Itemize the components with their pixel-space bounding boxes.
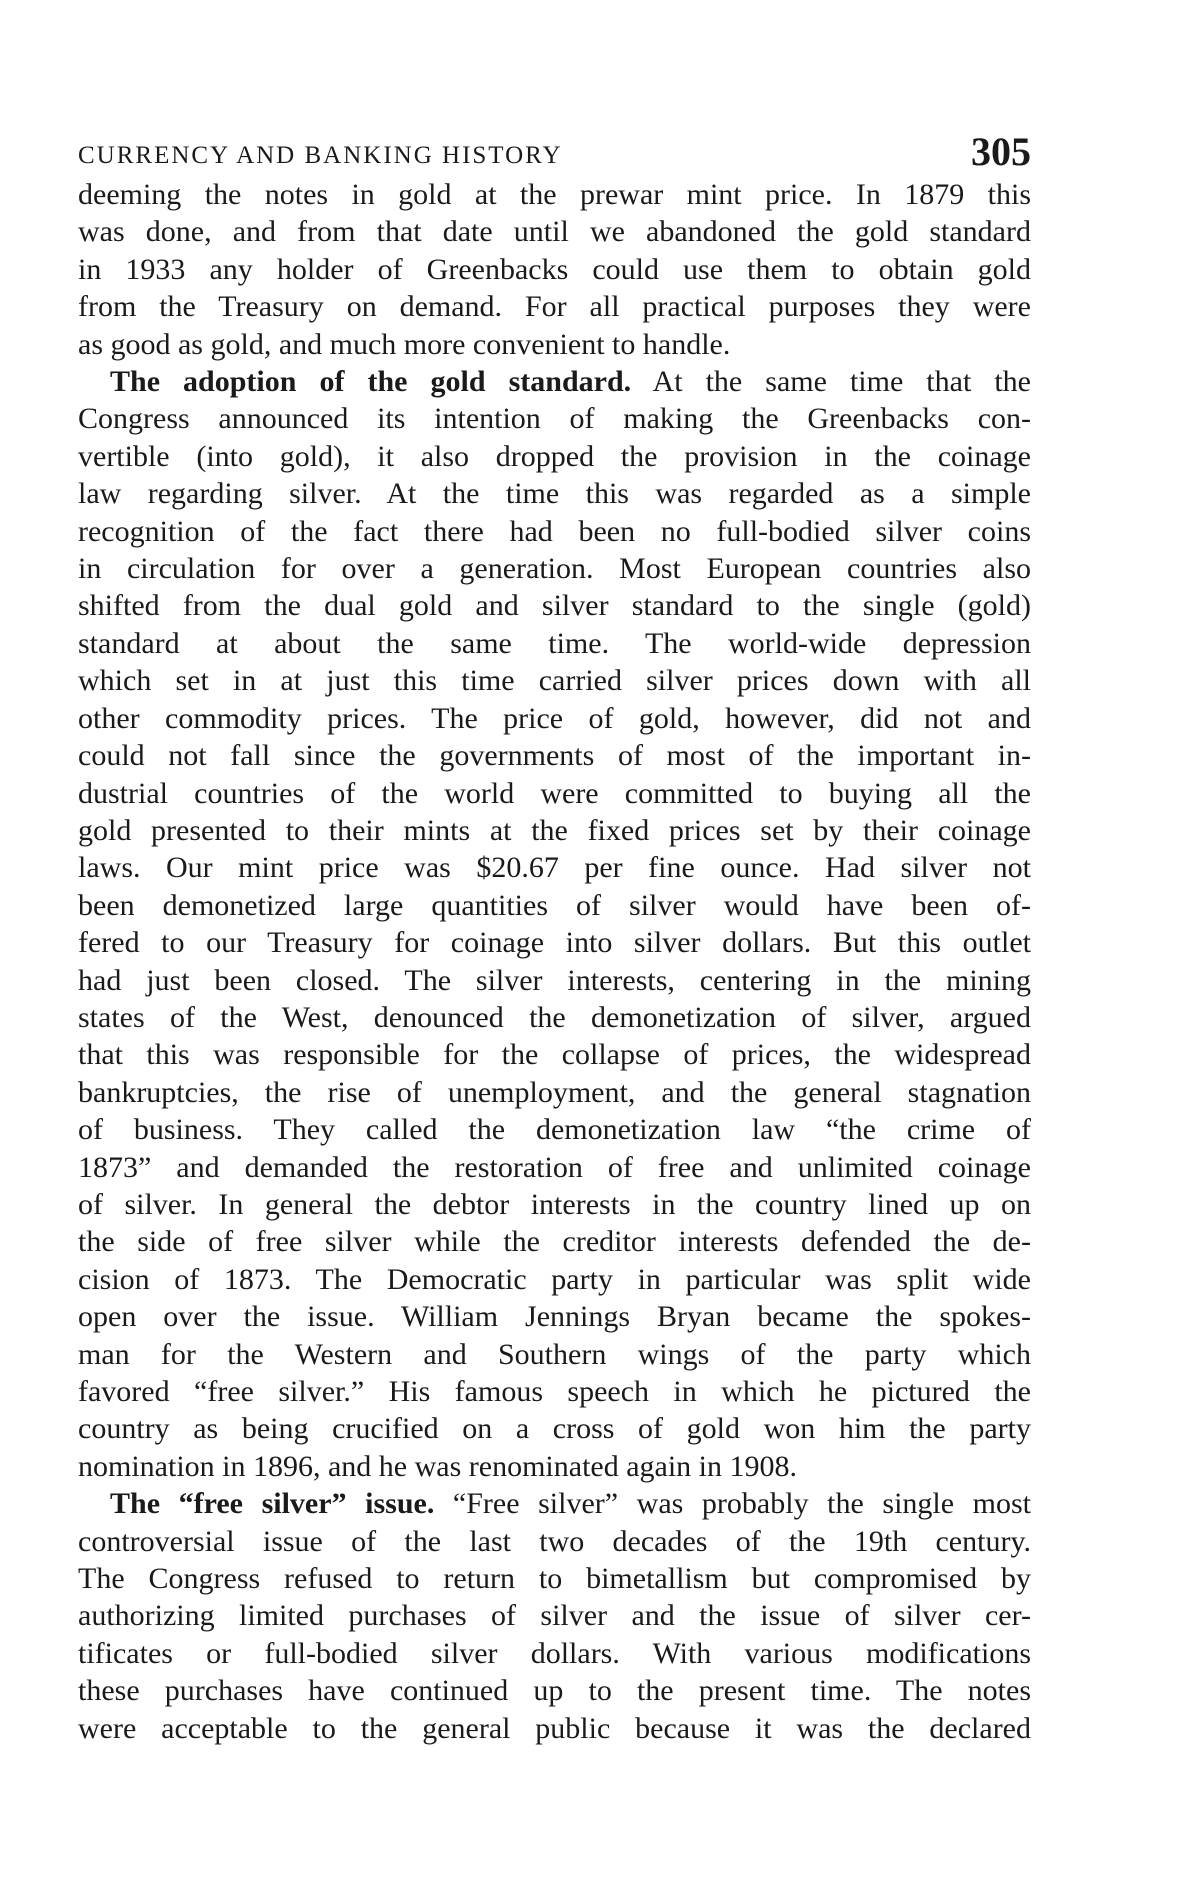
text-line: had just been closed. The silver interests, centering in the mining bbox=[78, 963, 1031, 997]
text-line: country as being crucified on a cross of gold won him the party bbox=[78, 1412, 1031, 1446]
text-line: other commodity prices. The price of gold, however, did not and bbox=[78, 701, 1031, 735]
text-line: open over the issue. William Jennings Bryan became the spokes- bbox=[78, 1300, 1031, 1334]
text-line: 1873” and demanded the restoration of free and unlimited coinage bbox=[78, 1150, 1031, 1184]
text-line: vertible (into gold), it also dropped the provision in the coinage bbox=[78, 439, 1031, 473]
text-run: “Free silver” was probably the single most bbox=[452, 1487, 1031, 1521]
text-line: of silver. In general the debtor interests in the country lined up on bbox=[78, 1187, 1031, 1221]
text-line: deeming the notes in gold at the prewar mint price. In 1879 this bbox=[78, 178, 1031, 211]
paragraph-2 bbox=[78, 363, 1031, 1485]
text-line: as good as gold, and much more convenient to handle. bbox=[78, 327, 731, 361]
text-line: which set in at just this time carried silver prices down with all bbox=[78, 664, 1031, 698]
text-line: in 1933 any holder of Greenbacks could use them to obtain gold bbox=[78, 252, 1031, 286]
text-line: nomination in 1896, and he was renominated again in 1908. bbox=[78, 1449, 798, 1483]
section-heading: The “free silver” issue. bbox=[110, 1487, 435, 1521]
text-line: laws. Our mint price was $20.67 per fine ounce. Had silver not bbox=[78, 851, 1031, 885]
text-line: were acceptable to the general public because it was the declared bbox=[78, 1711, 1031, 1745]
paragraph-1 bbox=[78, 176, 1031, 363]
text-run: At the same time that the bbox=[652, 365, 1031, 399]
text-line: was done, and from that date until we abandoned the gold standard bbox=[78, 215, 1031, 249]
text-line: the side of free silver while the creditor interests defended the de- bbox=[78, 1225, 1031, 1259]
text-line: controversial issue of the last two decades of the 19th century. bbox=[78, 1524, 1031, 1558]
text-line: favored “free silver.” His famous speech in which he pictured the bbox=[78, 1375, 1031, 1408]
text-line: Congress announced its intention of making the Greenbacks con- bbox=[78, 402, 1031, 436]
running-title: CURRENCY AND BANKING HISTORY bbox=[78, 142, 563, 169]
text-line: fered to our Treasury for coinage into silver dollars. But this outlet bbox=[78, 926, 1031, 960]
text-line: The Congress refused to return to bimetallism but compromised by bbox=[78, 1562, 1031, 1596]
text-line: gold presented to their mints at the fixed prices set by their coinage bbox=[78, 813, 1031, 847]
text-line: bankruptcies, the rise of unemployment, and the general stagnation bbox=[78, 1075, 1031, 1109]
section-heading: The adoption of the gold standard. bbox=[110, 365, 632, 399]
text-line: dustrial countries of the world were committed to buying all the bbox=[78, 776, 1031, 810]
running-head bbox=[78, 128, 1031, 176]
text-line: shifted from the dual gold and silver standard to the single (gold) bbox=[78, 589, 1031, 623]
text-line: tificates or full-bodied silver dollars. With various modifications bbox=[78, 1636, 1031, 1670]
body-text bbox=[78, 176, 1031, 1747]
text-line: that this was responsible for the collapse of prices, the widespread bbox=[78, 1038, 1031, 1072]
text-line: from the Treasury on demand. For all practical purposes they were bbox=[78, 290, 1031, 324]
text-line: these purchases have continued up to the present time. The notes bbox=[78, 1674, 1031, 1708]
paragraph-first-line bbox=[78, 1485, 1031, 1522]
text-line: in circulation for over a generation. Most European countries also bbox=[78, 552, 1031, 586]
text-line: authorizing limited purchases of silver and the issue of silver cer- bbox=[78, 1599, 1031, 1633]
page-number: 305 bbox=[971, 129, 1031, 174]
book-page bbox=[78, 128, 1031, 1747]
paragraph-first-line bbox=[78, 363, 1031, 400]
text-line: law regarding silver. At the time this was regarded as a simple bbox=[78, 477, 1031, 511]
text-line: been demonetized large quantities of silver would have been of- bbox=[78, 888, 1031, 922]
text-line: recognition of the fact there had been no full-bodied silver coins bbox=[78, 514, 1031, 548]
text-line: cision of 1873. The Democratic party in particular was split wide bbox=[78, 1262, 1031, 1296]
text-line: could not fall since the governments of most of the important in- bbox=[78, 739, 1031, 773]
text-line: man for the Western and Southern wings of the party which bbox=[78, 1337, 1031, 1371]
paragraph-3 bbox=[78, 1485, 1031, 1747]
text-line: of business. They called the demonetization law “the crime of bbox=[78, 1113, 1031, 1147]
text-line: states of the West, denounced the demonetization of silver, argued bbox=[78, 1000, 1031, 1034]
text-line: standard at about the same time. The world-wide depression bbox=[78, 626, 1031, 660]
